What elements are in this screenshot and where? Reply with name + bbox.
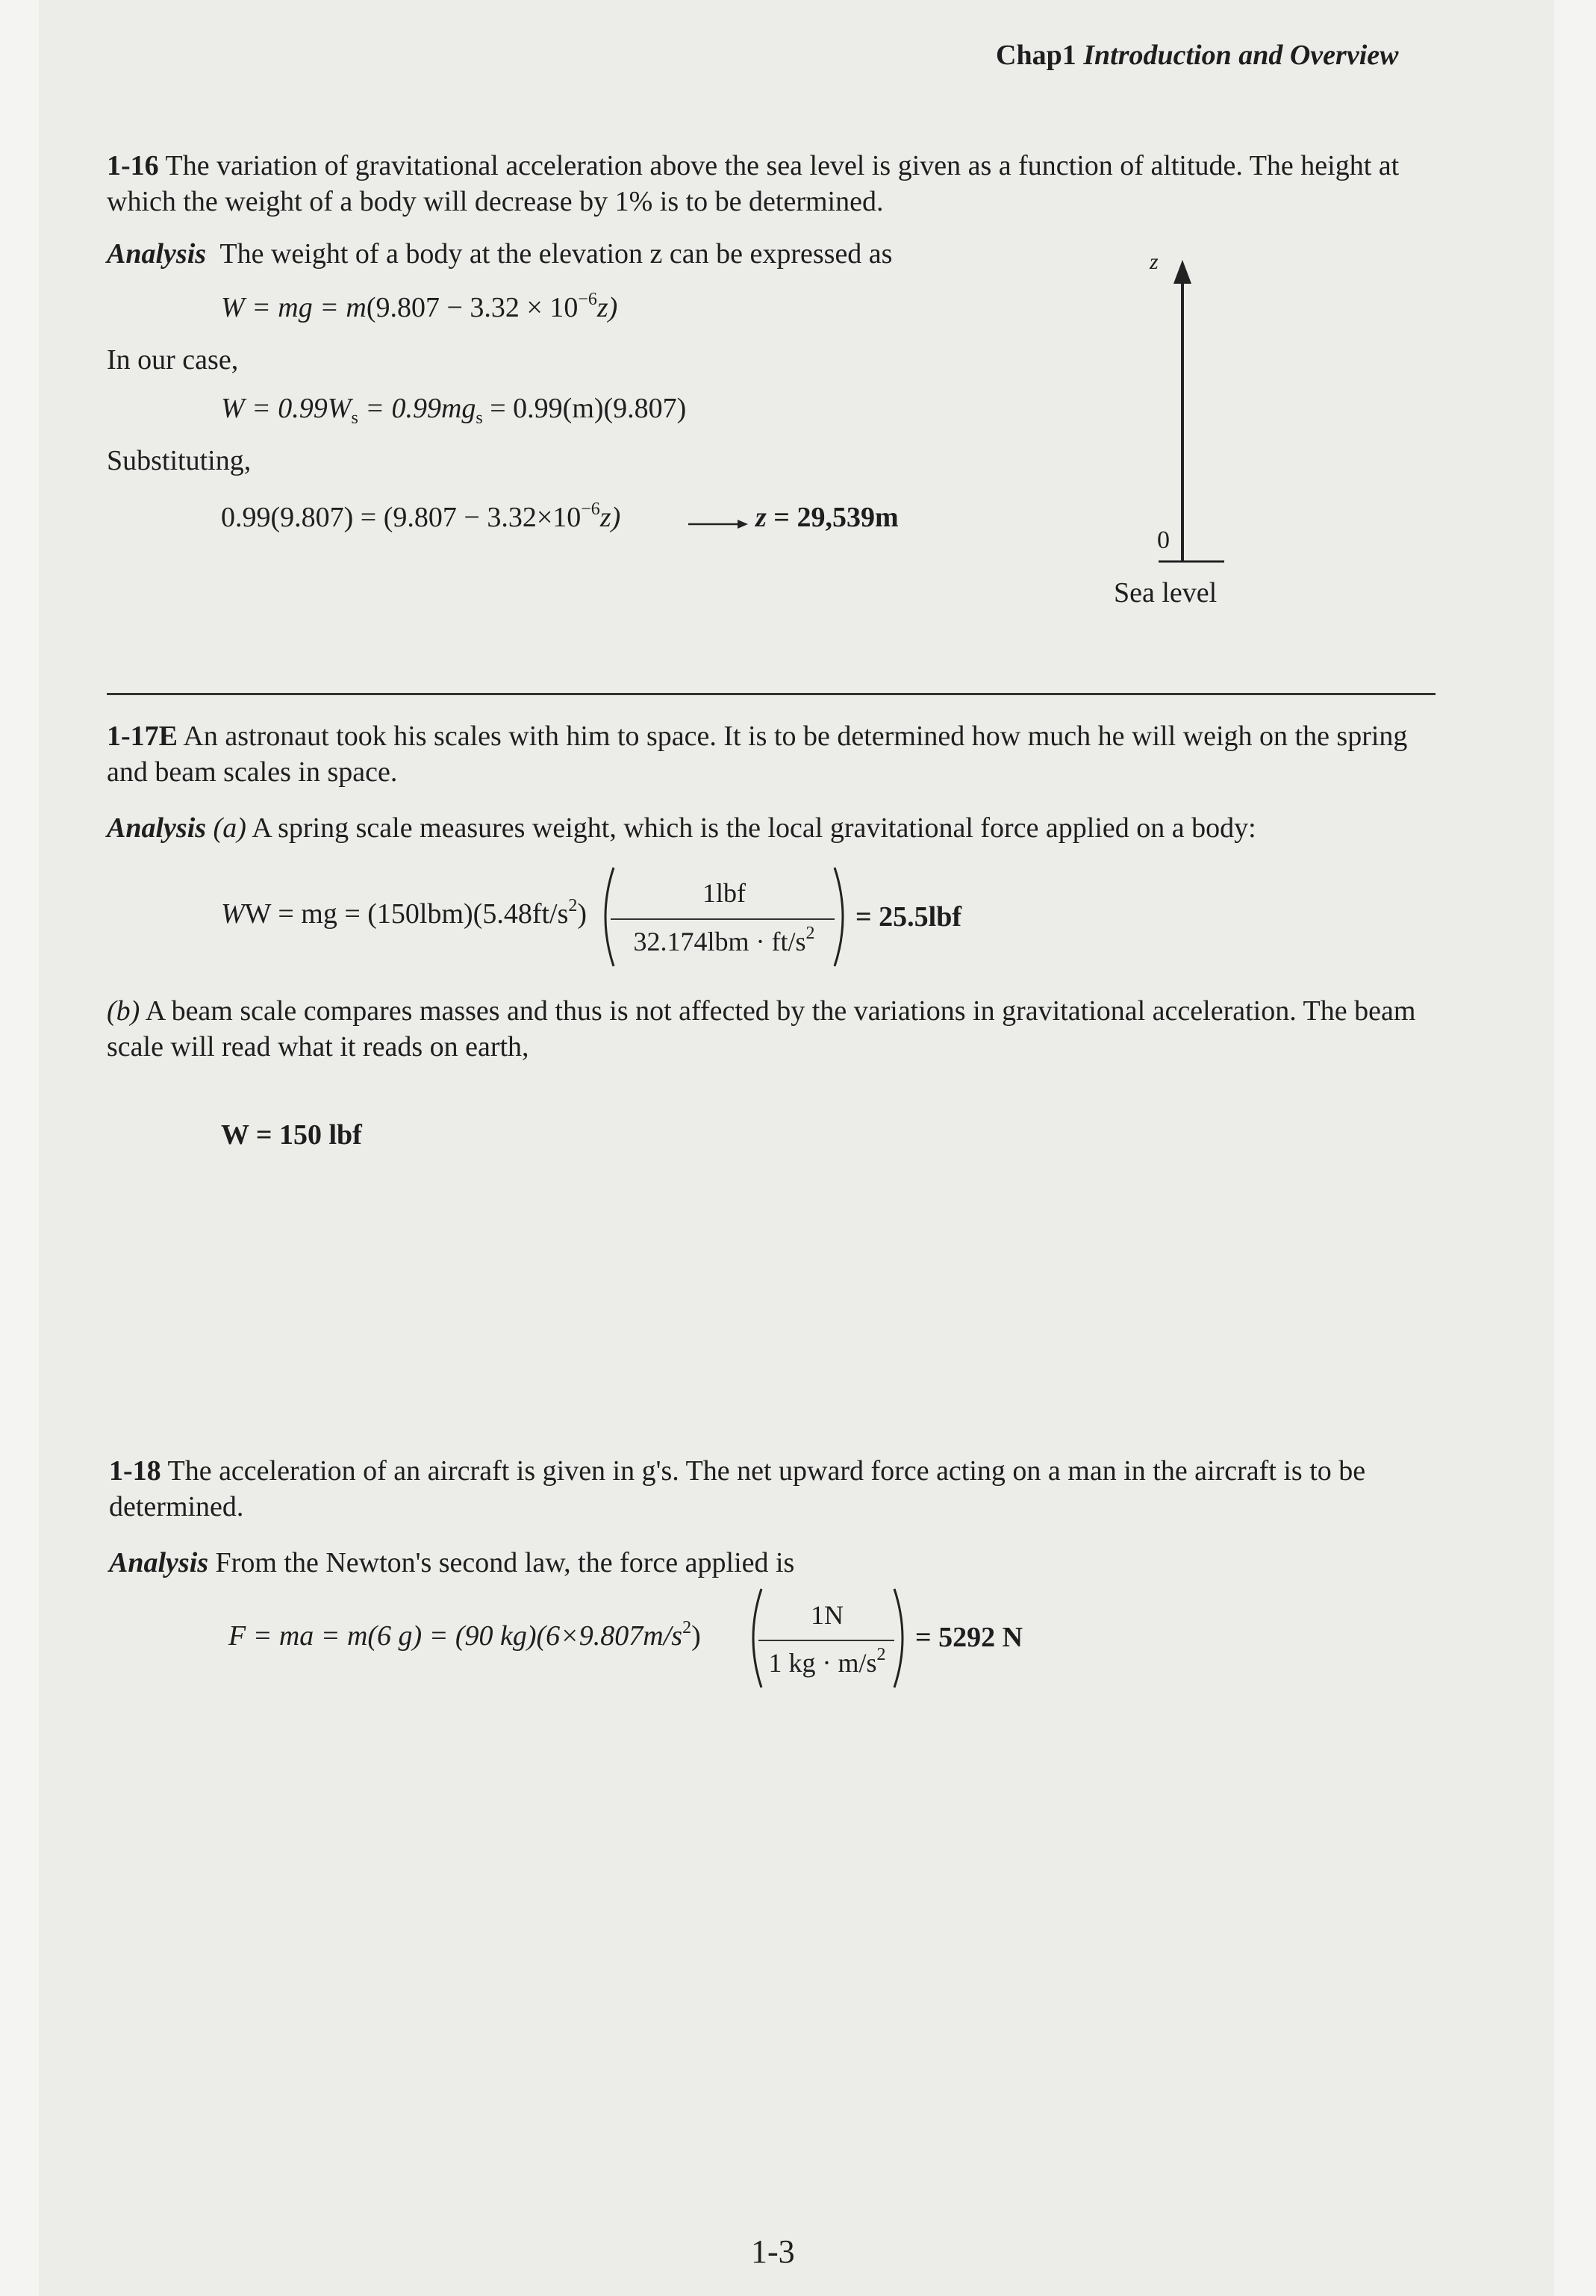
eq2-a: W = 0.99W — [221, 393, 352, 424]
arrow-icon — [688, 518, 748, 530]
eq-lhs-exp: 2 — [682, 1618, 692, 1637]
page-number: 1-3 — [751, 2233, 795, 2270]
fraction-denominator — [612, 926, 836, 957]
figure-zero-label: 0 — [1157, 526, 1170, 554]
problem-number: 1-18 — [109, 1455, 161, 1487]
part-b-text: A beam scale compares masses and thus is not affected by the variations in gravitational acceleration. The beam scale will read what it reads on earth, — [107, 995, 1416, 1063]
analysis-text: The weight of a body at the elevation z can be expressed as — [219, 238, 893, 270]
right-paren-icon — [832, 865, 852, 969]
analysis-label: Analysis — [109, 1547, 209, 1578]
fraction-numerator: 1lbf — [702, 878, 746, 908]
problem-number: 1-16 — [107, 150, 159, 181]
page-header — [996, 39, 1398, 72]
problem-text: The variation of gravitational acceleration above the sea level is given as a function of altitude. The height at which the weight of a body will decrease by 1% is to be determined. — [107, 150, 1400, 217]
equation-result — [755, 501, 899, 534]
eq-lhs: F = ma = m(6 g) = (90 kg)(6×9.807m/s — [228, 1620, 683, 1652]
part-b-label: (b) — [107, 995, 140, 1027]
fraction-bar — [758, 1640, 894, 1641]
equation-spring-result: = 25.5lbf — [855, 901, 961, 933]
equation-beam-scale: W = 150 lbf — [221, 1119, 362, 1151]
header-chapter: Chap1 — [996, 40, 1076, 71]
fraction-den-exp: 2 — [805, 924, 815, 943]
analysis-text: A spring scale measures weight, which is the local gravitational force applied on a body: — [252, 812, 1256, 844]
right-paren-icon — [891, 1586, 912, 1690]
analysis-label: Analysis — [107, 812, 207, 844]
figure-caption-sea-level: Sea level — [1114, 577, 1218, 609]
in-our-case-label: In our case, — [107, 344, 239, 376]
problem-1-18-statement — [109, 1453, 1438, 1525]
analysis-1-17e — [107, 812, 1256, 844]
eq1-rest: (9.807 − 3.32 × 10 — [366, 292, 579, 323]
eq2-c: = 0.99(m)(9.807) — [482, 393, 687, 424]
altitude-axis-figure — [1120, 254, 1239, 567]
analysis-text: From the Newton's second law, the force applied is — [215, 1547, 795, 1578]
fraction-bar — [611, 918, 835, 920]
equation-weight-altitude — [221, 291, 617, 324]
section-divider — [107, 693, 1436, 695]
analysis-1-18 — [109, 1546, 794, 1579]
equation-spring-scale: WW = mg = $(150lbm)(5.48ft/s^2)$ — [221, 896, 587, 930]
eq2-sub-s1: s — [351, 408, 358, 428]
problem-text: The acceleration of an aircraft is given in g's. The net upward force acting on a man in the aircraft is to be determined. — [109, 1455, 1366, 1522]
problem-number: 1-17E — [107, 721, 178, 752]
eq3-left: 0.99(9.807) = (9.807 − 3.32×10 — [221, 502, 582, 533]
fraction-den-text: 32.174lbm · ft/s — [633, 927, 806, 956]
eq3-result-var: z — [755, 502, 767, 533]
equation-substitution — [221, 501, 620, 534]
problem-text: An astronaut took his scales with him to space. It is to be determined how much he will weigh on the spring and beam scales in space. — [107, 721, 1408, 788]
figure-axis-label: z — [1150, 249, 1159, 274]
equation-newton-result: = 5292 N — [915, 1622, 1023, 1653]
eq3-right: z) — [599, 502, 621, 533]
header-title: Introduction and Overview — [1083, 40, 1399, 71]
fraction-den-text: 1 kg · m/s — [768, 1648, 877, 1678]
analysis-label: Analysis — [107, 238, 207, 270]
eq-lhs-exp: 2 — [568, 896, 578, 915]
eq1-exp: −6 — [578, 290, 597, 309]
problem-1-16-statement — [107, 148, 1436, 220]
eq2-sub-s2: s — [476, 408, 483, 428]
analysis-1-16 — [107, 237, 892, 270]
fraction-denominator — [760, 1647, 894, 1679]
fraction-den-exp: 2 — [876, 1645, 886, 1664]
fraction-numerator: 1N — [811, 1600, 844, 1630]
eq3-exp: −6 — [581, 500, 600, 519]
substituting-label: Substituting, — [107, 445, 252, 476]
eq1-lhs: W = mg = m — [221, 292, 367, 323]
part-b-paragraph — [107, 993, 1436, 1065]
part-a-label: (a) — [213, 812, 246, 844]
eq2-b: = 0.99mg — [358, 393, 476, 424]
eq-lhs: W = mg = (150lbm)(5.48ft/s — [244, 898, 569, 930]
eq3-result: = 29,539m — [766, 502, 899, 533]
problem-1-17e-statement — [107, 718, 1436, 790]
eq1-end: z) — [596, 292, 618, 323]
equation-newton: F = ma = m(6 g) = (90 $kg)(6\times 9.807m/s^2)$ — [228, 1618, 701, 1652]
equation-weight-ratio — [221, 392, 687, 428]
